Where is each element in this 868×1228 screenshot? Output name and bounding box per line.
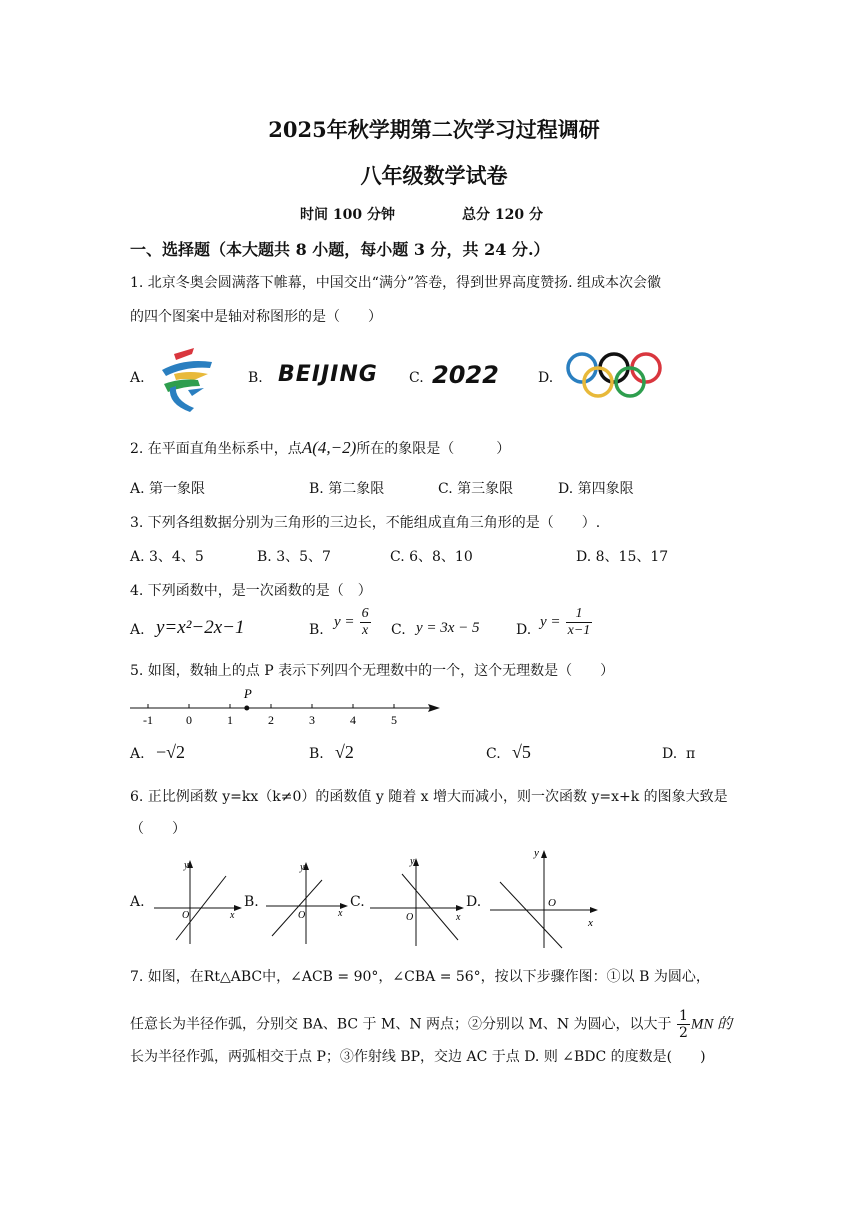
number-line-tick-label: 5: [391, 713, 397, 727]
q6-graph-d: [486, 842, 604, 952]
q2-stem: [130, 438, 510, 458]
q4-b-fraction: [360, 606, 371, 639]
q5-option-d-letter: D.: [662, 746, 678, 762]
q2-option-b: B. 第二象限: [309, 481, 385, 497]
q7-frac-den: 2: [678, 1025, 688, 1041]
q4-stem: 4. 下列函数中，是一次函数的是（ ）: [130, 583, 372, 599]
graph-c-y-label: y: [410, 856, 415, 867]
number-line-tick-label: 1: [227, 713, 233, 727]
q2-option-a: A. 第一象限: [130, 481, 206, 497]
q1-option-c-letter: C.: [409, 370, 424, 386]
q6-graph-a: [150, 856, 246, 948]
graph-a-y-label: y: [184, 860, 189, 871]
number-line: [126, 684, 446, 730]
q4-d-den: x−1: [567, 623, 591, 638]
number-line-tick-label: 4: [350, 713, 356, 727]
q7-fraction-half: [677, 1008, 690, 1041]
q4-option-d-expr: [540, 606, 592, 639]
q5-option-a-expr: −√2: [156, 742, 186, 762]
q4-option-b-expr: [334, 606, 371, 639]
graph-b-x-label: x: [338, 908, 343, 919]
q6-option-d-letter: D.: [466, 894, 482, 910]
q2-point: A(4,−2): [301, 438, 357, 457]
q4-option-a-expr: y=x²−2x−1: [156, 617, 245, 638]
q5-option-b-letter: B.: [309, 746, 324, 762]
q4-b-num: 6: [361, 606, 369, 621]
q4-b-den: x: [362, 623, 369, 638]
q3-option-b: B. 3、5、7: [257, 549, 331, 565]
number-line-tick-label: 2: [268, 713, 274, 727]
q5-option-b-expr: √2: [335, 742, 354, 762]
q4-option-c-expr: y = 3x − 5: [416, 620, 480, 636]
q4-option-c-letter: C.: [391, 622, 406, 638]
q1-option-d-letter: D.: [538, 370, 554, 386]
graph-b-origin-label: O: [298, 910, 306, 921]
q4-d-lhs: y =: [540, 614, 561, 630]
graph-d-y-label: y: [534, 847, 539, 859]
q1-option-c-text: 2022: [432, 361, 499, 389]
q6-option-c-letter: C.: [350, 894, 365, 910]
q6-line2: （ ）: [130, 821, 186, 837]
q6-option-b-letter: B.: [244, 894, 259, 910]
q2-option-c: C. 第三象限: [438, 481, 514, 497]
q4-option-d-letter: D.: [516, 622, 532, 638]
q7-line1: 7. 如图，在Rt△ABC中，∠ACB = 90°，∠CBA = 56°，按以下步骤作图：①以 B 为圆心，: [130, 969, 710, 985]
q4-d-num: 1: [566, 606, 593, 623]
emblem-icon: [154, 344, 224, 414]
q1-option-b-text: BEIJING: [278, 362, 378, 387]
exam-total: 总分 120 分: [462, 207, 543, 223]
olympic-rings-icon: [564, 350, 664, 400]
point-p-label: P: [243, 686, 252, 701]
q2-option-d: D. 第四象限: [558, 481, 634, 497]
graph-a-x-label: x: [230, 910, 235, 921]
q5-option-c-expr: √5: [512, 742, 531, 762]
q2-stem-pre: 2. 在平面直角坐标系中，点: [130, 441, 302, 457]
exam-time: 时间 100 分钟: [300, 207, 395, 223]
number-line-tick-label: 3: [309, 713, 315, 727]
graph-c-x-label: x: [456, 912, 461, 923]
q1-option-b-letter: B.: [248, 370, 263, 386]
graph-b-y-label: y: [300, 862, 305, 873]
graph-d-origin-label: O: [548, 897, 556, 909]
number-line-tick-label: -1: [143, 713, 153, 727]
q3-stem: 3. 下列各组数据分别为三角形的三边长，不能组成直角三角形的是（ ）.: [130, 515, 601, 531]
q7-frac-num: 1: [678, 1008, 688, 1024]
exam-subtitle: 八年级数学试卷: [360, 163, 508, 188]
graph-c-origin-label: O: [406, 912, 414, 923]
q4-option-a-letter: A.: [130, 622, 145, 638]
exam-title: 2025年秋学期第二次学习过程调研: [268, 117, 600, 142]
q7-line3: 长为半径作弧，两弧相交于点 P；③作射线 BP，交边 AC 于点 D. 则 ∠BDC 的度数是( ): [130, 1049, 706, 1065]
number-line-tick-label: 0: [186, 713, 192, 727]
q6-option-a-letter: A.: [130, 894, 145, 910]
q3-option-d: D. 8、15、17: [576, 549, 669, 565]
section-heading: 一、选择题（本大题共 8 小题，每小题 3 分，共 24 分.）: [130, 240, 550, 259]
q6-line1: 6. 正比例函数 y=kx（k≠0）的函数值 y 随着 x 增大而减小，则一次函数 y=x+k 的图象大致是: [130, 789, 728, 805]
q1-option-a-letter: A.: [130, 370, 145, 386]
graph-a-origin-label: O: [182, 910, 190, 921]
q5-option-a-letter: A.: [130, 746, 145, 762]
q6-graph-c: [368, 850, 468, 950]
graph-d-x-label: x: [588, 917, 593, 929]
q5-stem: 5. 如图，数轴上的点 P 表示下列四个无理数中的一个，这个无理数是（ ）: [130, 663, 615, 679]
q2-stem-post: 所在的象限是（ ）: [356, 441, 511, 457]
q1-line1: 1. 北京冬奥会圆满落下帷幕，中国交出“满分”答卷，得到世界高度赞扬. 组成本次会徽: [130, 275, 662, 291]
point-p-marker: [244, 706, 249, 711]
q1-line2: 的四个图案中是轴对称图形的是（ ）: [130, 309, 382, 325]
q7-line2-text: 任意长为半径作弧，分别交 BA、BC 于 M、N 两点；②分别以 M、N 为圆心，以大于: [130, 1016, 672, 1033]
q5-option-c-letter: C.: [486, 746, 501, 762]
q7-line2: [130, 1008, 732, 1041]
q6-graph-b: [262, 856, 352, 948]
q3-option-a: A. 3、4、5: [130, 549, 204, 565]
q3-option-c: C. 6、8、10: [390, 549, 473, 565]
q4-d-fraction: [566, 606, 593, 639]
q5-option-d-expr: π: [686, 746, 696, 762]
q4-option-b-letter: B.: [309, 622, 324, 638]
q4-b-lhs: y =: [334, 614, 355, 630]
q7-line2-end: MN 的: [690, 1016, 733, 1033]
